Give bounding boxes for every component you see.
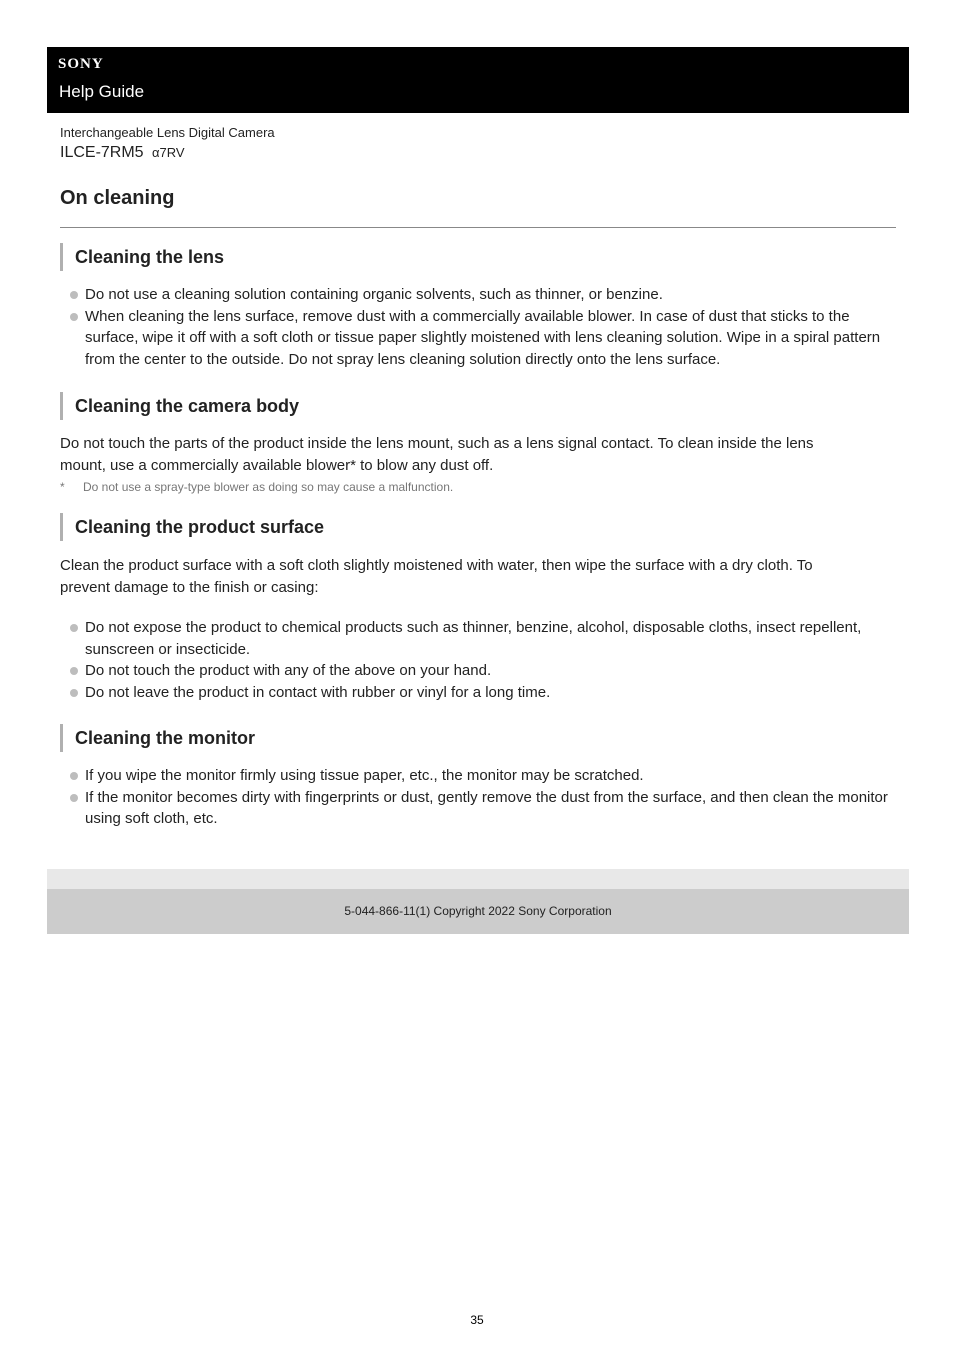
body-paragraph: Do not touch the parts of the product inside the lens mount, such as a lens signal contact. To clean inside the lens mount, use a commercially available blower* to blow any dust off. (60, 435, 814, 474)
sony-logo: SONY (58, 56, 104, 72)
list-item: Do not touch the product with any of the above on your hand. (60, 660, 896, 682)
model-alt-name: α7RV (152, 145, 185, 160)
list-item: When cleaning the lens surface, remove dust with a commercially available blower. In case of dust that sticks to the surface, wipe it off with a soft cloth or tissue paper slightly moistened with lens cleaning solution. Wipe in a spiral pattern from the center to the outside. Do not spray lens cleaning solution directly onto the lens surface. (60, 306, 896, 371)
model-line (60, 144, 185, 162)
model-number: ILCE-7RM5 (60, 144, 144, 161)
title-divider (60, 227, 896, 228)
section-heading-monitor: Cleaning the monitor (60, 724, 896, 752)
lens-bullet-list (60, 284, 896, 370)
section-heading-lens: Cleaning the lens (60, 243, 896, 271)
surface-bullet-list (60, 617, 896, 703)
section-heading-body: Cleaning the camera body (60, 392, 896, 420)
monitor-bullet-list (60, 765, 896, 830)
footnote-text: Do not use a spray-type blower as doing so may cause a malfunction. (83, 480, 454, 494)
page-number: 35 (470, 1313, 484, 1327)
list-item: Do not leave the product in contact with rubber or vinyl for a long time. (60, 682, 896, 704)
footer-copyright: 5-044-866-11(1) Copyright 2022 Sony Corporation (47, 889, 909, 934)
footnote-mark: * (60, 480, 65, 494)
header-bar (47, 47, 909, 113)
page-title: On cleaning (60, 187, 175, 209)
footnote (60, 480, 453, 494)
list-item: Do not use a cleaning solution containing organic solvents, such as thinner, or benzine. (60, 284, 896, 306)
list-item: Do not expose the product to chemical products such as thinner, benzine, alcohol, disposable cloths, insect repellent, sunscreen or insecticide. (60, 617, 896, 660)
surface-paragraph: Clean the product surface with a soft cloth slightly moistened with water, then wipe the surface with a dry cloth. To prevent damage to the finish or casing: (60, 557, 813, 596)
help-guide-title: Help Guide (59, 82, 145, 101)
footer-top-band (47, 869, 909, 889)
product-type: Interchangeable Lens Digital Camera (60, 125, 275, 140)
list-item: If the monitor becomes dirty with fingerprints or dust, gently remove the dust from the surface, and then clean the monitor using soft cloth, etc. (60, 787, 896, 830)
list-item: If you wipe the monitor firmly using tissue paper, etc., the monitor may be scratched. (60, 765, 896, 787)
section-heading-surface: Cleaning the product surface (60, 513, 896, 541)
